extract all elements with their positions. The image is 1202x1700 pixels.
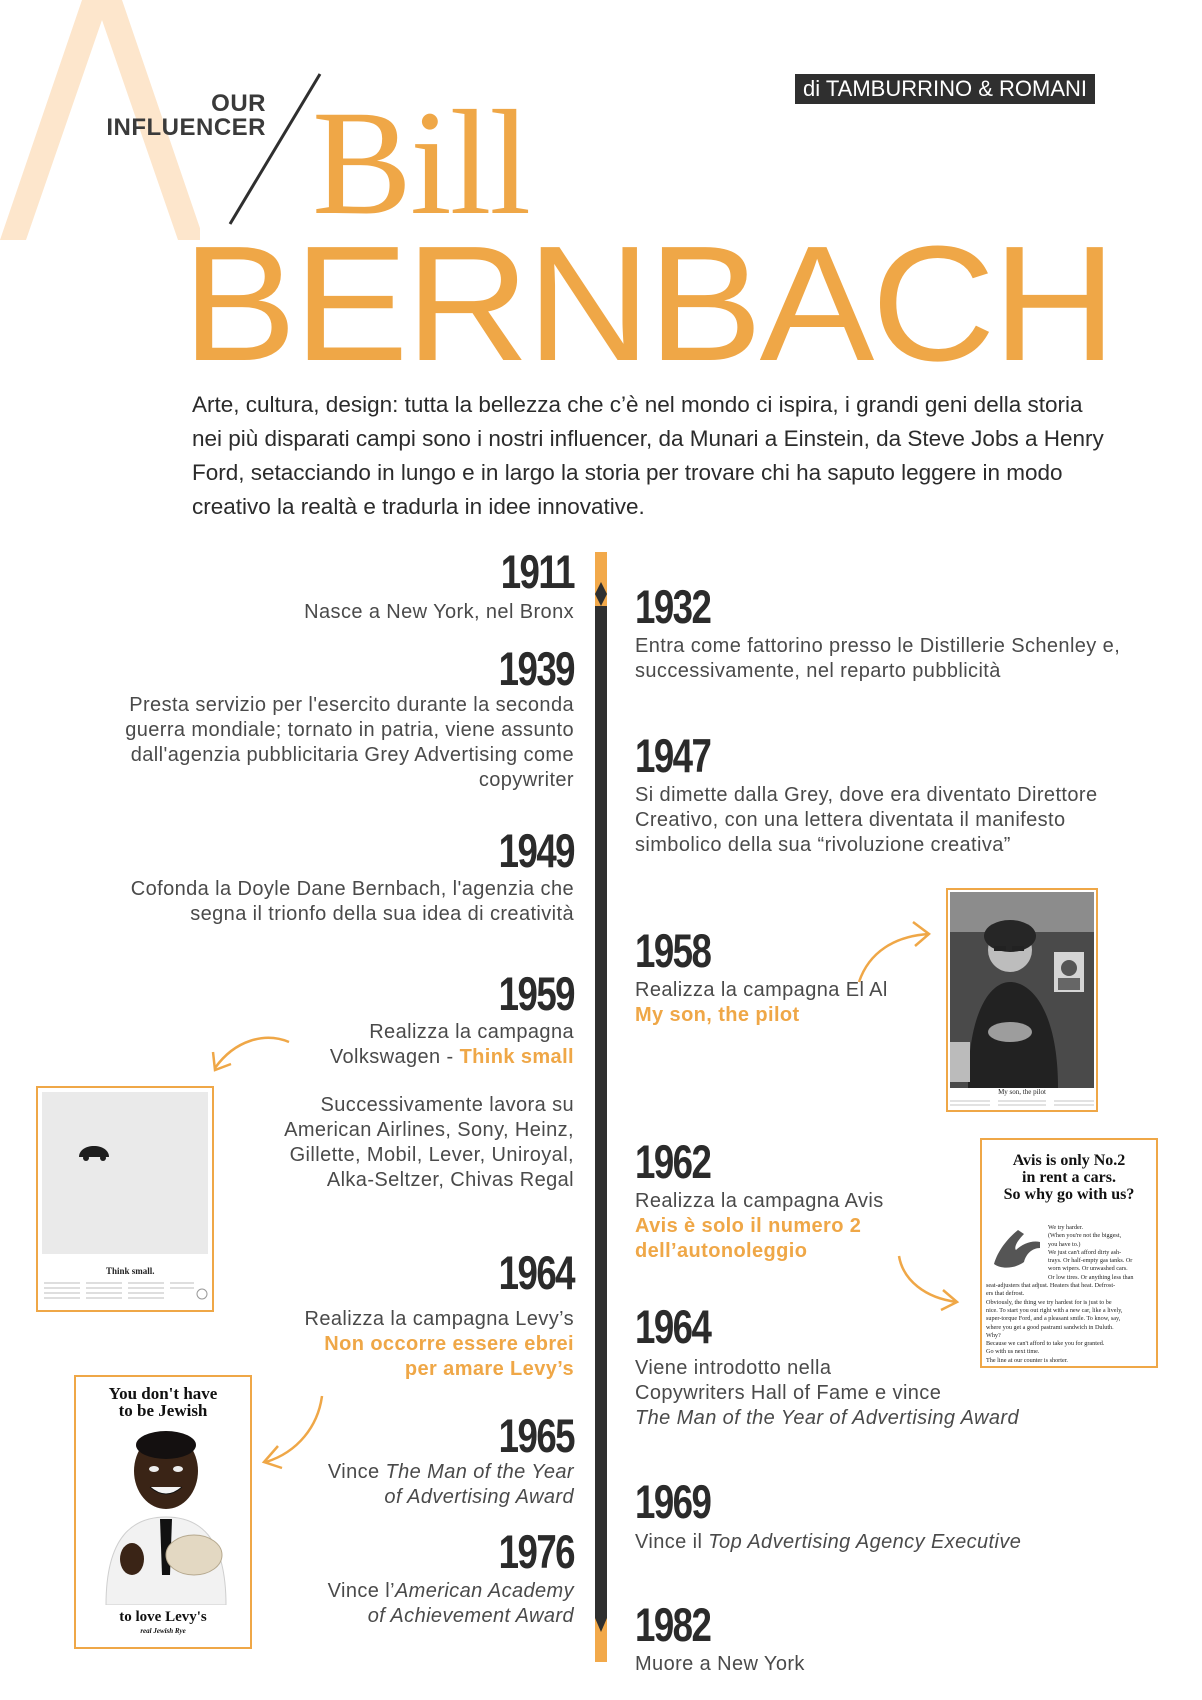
year-1959: 1959 <box>498 967 574 1020</box>
author-byline: di TAMBURRINO & ROMANI <box>795 74 1095 104</box>
event-1911-text: Nasce a New York, nel Bronx <box>304 601 574 623</box>
event-1976-award-1: American Academy <box>394 1580 574 1602</box>
avis-ad-headline <box>982 1152 1156 1203</box>
vw-think-small-ad <box>36 1086 214 1312</box>
event-1965-award-2: of Advertising Award <box>384 1486 574 1508</box>
year-1964-right: 1964 <box>635 1300 711 1353</box>
event-1964-levys <box>240 1307 574 1382</box>
event-1959-highlight: Think small <box>459 1046 574 1068</box>
event-1976-prefix: Vince l’ <box>327 1580 395 1602</box>
avis-body-line: you have to.) <box>1048 1240 1081 1248</box>
year-1962: 1962 <box>635 1135 711 1188</box>
year-1911: 1911 <box>500 545 574 598</box>
avis-body-line: Because we can't afford to take you for granted. <box>986 1340 1105 1348</box>
year-1958: 1958 <box>635 924 711 977</box>
levys-ad-tagline: to love Levy's <box>119 1609 207 1625</box>
event-1932-text: Entra come fattorino presso le Distillerie Schenley e, successivamente, nel reparto pubblicità <box>635 635 1121 682</box>
event-1964-line1: Viene introdotto nella <box>635 1357 832 1379</box>
kicker-line-2: INFLUENCER <box>106 114 266 141</box>
vw-ad-headline: Think small. <box>106 1266 155 1276</box>
avis-body-line: Obviously, the thing we try hardest for is just to be <box>986 1298 1112 1306</box>
avis-body-line: worn wipers. Or unwashed cars. <box>1048 1265 1128 1273</box>
avis-body-line: (When you're not the biggest, <box>1048 1232 1122 1240</box>
avis-head-line-1: Avis is only No.2 <box>1012 1152 1126 1169</box>
avis-body-line: We try harder. <box>1048 1224 1084 1231</box>
levys-head-line-1: You don't have <box>108 1384 218 1403</box>
avis-body-line: Or low tires. Or anything less than <box>1048 1273 1134 1281</box>
year-1982: 1982 <box>635 1598 711 1651</box>
event-1949-text: Cofonda la Doyle Dane Bernbach, l'agenzia che segna il trionfo della sua idea di creatività <box>130 878 574 925</box>
year-1976: 1976 <box>498 1525 574 1578</box>
event-1965-award-1: The Man of the Year <box>385 1461 574 1483</box>
event-1969-prefix: Vince il <box>635 1531 709 1553</box>
avis-body-line: super-torque Ford, and a pleasant smile. To know, say, <box>986 1315 1121 1323</box>
year-1965: 1965 <box>498 1409 574 1462</box>
arrow-to-elal-ad <box>855 916 935 986</box>
event-1969-award: Top Advertising Agency Executive <box>708 1531 1022 1553</box>
event-1947-text: Si dimette dalla Grey, dove era diventato Direttore Creativo, con una lettera diventata il manifesto simbolico della sua “rivoluzione creativa” <box>635 784 1098 856</box>
elal-ad-photo <box>950 892 1094 1088</box>
avis-body-line: We just can't afford dirty ash- <box>1048 1248 1122 1256</box>
event-1962-highlight-1: Avis è solo il numero 2 <box>635 1215 862 1237</box>
vw-ad-body-copy <box>44 1280 208 1308</box>
event-1962-highlight-2: dell’autonoleggio <box>635 1240 808 1262</box>
avis-number-two-ad <box>980 1138 1158 1368</box>
event-1939-text: Presta servizio per l'esercito durante la seconda guerra mondiale; tornato in patria, viene assunto dall'agenzia pubblicitaria Grey Advertising come copywriter <box>125 694 574 791</box>
elal-ad-body-copy <box>950 1098 1094 1108</box>
event-1964-levys-highlight-2: per amare Levy’s <box>404 1358 574 1380</box>
year-1932: 1932 <box>635 580 711 633</box>
event-1964-levys-line: Realizza la campagna Levy’s <box>304 1308 574 1330</box>
timeline-axis <box>593 552 609 1662</box>
avis-body-line: seat-adjusters that adjust. Heaters that heat. Defrost- <box>986 1282 1116 1290</box>
avis-head-line-2: in rent a cars. <box>1022 1169 1116 1186</box>
levys-jewish-rye-ad <box>74 1375 252 1649</box>
vw-ad-photo <box>42 1092 208 1254</box>
last-name-title: BERNBACH <box>182 212 1114 395</box>
event-1976-award-2: of Achievement Award <box>367 1605 574 1627</box>
intro-paragraph: Arte, cultura, design: tutta la bellezza che c’è nel mondo ci ispira, i grandi geni della storia nei più disparati campi sono i nostri influencer, da Munari a Einstein, da Steve Jobs a Henry Ford, setacciando in lungo e in largo la storia per trovare chi ha saputo leggere in modo creativo la realtà e tradurla in idee innovative. <box>192 392 1104 519</box>
avis-body-line: Go with us next time. <box>986 1348 1040 1356</box>
levys-ad-photo-boy <box>86 1425 242 1605</box>
avis-body-line: ers that defrost. <box>986 1290 1025 1298</box>
event-1964-award: The Man of the Year of Advertising Award <box>635 1407 1019 1429</box>
levys-ad-small-tag: real Jewish Rye <box>140 1627 186 1635</box>
avis-body-line: Why? <box>986 1331 1001 1339</box>
avis-body-line: The line at our counter is shorter. <box>986 1356 1068 1364</box>
event-1964-line2: Copywriters Hall of Fame e vince <box>635 1382 942 1404</box>
event-1976-text <box>240 1579 574 1629</box>
event-1959-brand: Volkswagen - <box>329 1046 460 1068</box>
elal-ad-caption: My son, the pilot <box>998 1088 1046 1096</box>
event-1965-prefix: Vince <box>327 1461 386 1483</box>
avis-body-line: trays. Or half-empty gas tanks. Or <box>1048 1257 1133 1265</box>
beetle-car-icon <box>76 1142 112 1162</box>
kicker-line-1: OUR <box>211 90 266 117</box>
arrow-to-vw-ad <box>205 1032 295 1082</box>
year-1939: 1939 <box>498 642 574 695</box>
avis-head-line-3: So why go with us? <box>1003 1186 1135 1203</box>
avis-ad-body-lines <box>986 1224 1156 1365</box>
levys-ad-headline <box>76 1385 250 1419</box>
event-1958-line: Realizza la campagna El Al <box>635 979 888 1001</box>
arrow-to-avis-ad <box>895 1252 965 1312</box>
event-1959-more: Successivamente lavora su American Airlines, Sony, Heinz, Gillette, Mobil, Lever, Uniroyal, Alka-Seltzer, Chivas Regal <box>284 1094 574 1191</box>
slash-divider <box>222 72 322 232</box>
arrow-to-levys-ad <box>258 1392 328 1472</box>
avis-body-line: where you get a good pastrami sandwich in Duluth. <box>986 1323 1114 1331</box>
event-1964-levys-highlight-1: Non occorre essere ebrei <box>324 1333 574 1355</box>
first-name-title: Bill <box>312 80 530 246</box>
elal-my-son-the-pilot-ad <box>946 888 1098 1112</box>
year-1969: 1969 <box>635 1475 711 1528</box>
year-1947: 1947 <box>635 729 711 782</box>
event-1958-highlight: My son, the pilot <box>635 1004 800 1026</box>
avis-body-line: nice. To start you out right with a new car, like a lively, <box>986 1306 1123 1314</box>
year-1964-left: 1964 <box>498 1246 574 1299</box>
event-1982-text: Muore a New York <box>635 1653 805 1675</box>
year-1949: 1949 <box>498 824 574 877</box>
event-1959-line1: Realizza la campagna <box>369 1021 574 1043</box>
levys-head-line-2: to be Jewish <box>118 1401 208 1420</box>
event-1976-line1 <box>240 1579 574 1604</box>
avis-ad-body-copy <box>986 1224 1156 1365</box>
event-1962-line: Realizza la campagna Avis <box>635 1190 884 1212</box>
event-1969-text <box>635 1530 1135 1555</box>
